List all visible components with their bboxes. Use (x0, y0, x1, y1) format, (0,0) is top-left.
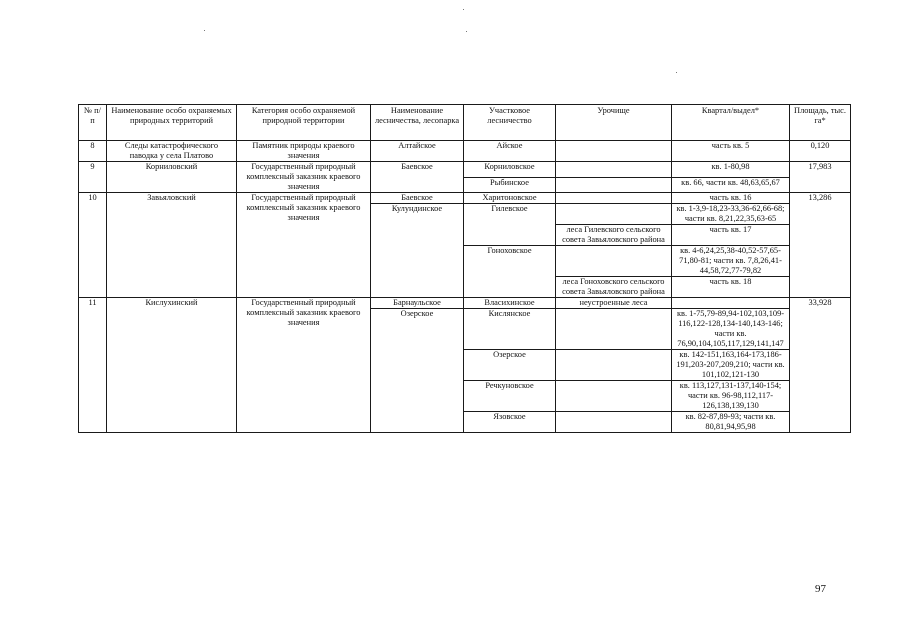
quarters: кв. 82-87,89-93; части кв. 80,81,94,95,98 (672, 412, 790, 433)
area-name: Завьяловский (107, 193, 237, 298)
area-category: Государственный природный комплексный заказник краевого значения (237, 162, 371, 193)
district-name: Рыбинское (464, 177, 556, 193)
quarters: кв. 142-151,163,164-173,186-191,203-207,209,210; части кв. 101,102,121-130 (672, 350, 790, 381)
area-size: 17,983 (790, 162, 851, 193)
forestry-name: Алтайское (371, 141, 464, 162)
district-name: Речкуновское (464, 381, 556, 412)
tract-name: леса Гоноховского сельского совета Завьяловского района (556, 277, 672, 298)
district-name: Гоноховское (464, 246, 556, 298)
quarters: кв. 4-6,24,25,38-40,52-57,65-71,80-81; части кв. 7,8,26,41-44,58,72,77-79,82 (672, 246, 790, 277)
header-area-size: Площадь, тыс. га* (790, 105, 851, 141)
tract-name (556, 412, 672, 433)
district-name: Корниловское (464, 162, 556, 178)
header-tract: Урочище (556, 105, 672, 141)
quarters: часть кв. 17 (672, 225, 790, 246)
tract-name (556, 162, 672, 178)
quarters: часть кв. 5 (672, 141, 790, 162)
table-row (79, 141, 851, 162)
area-name: Следы катастрофического паводка у села Платово (107, 141, 237, 162)
district-name: Гилевское (464, 204, 556, 246)
header-district-forestry: Участковое лесничество (464, 105, 556, 141)
tract-name (556, 381, 672, 412)
row-number: 8 (79, 141, 107, 162)
scan-speck (676, 72, 677, 73)
area-name: Кислухинский (107, 298, 237, 433)
forestry-name: Озерское (371, 309, 464, 433)
page-number: 97 (815, 583, 826, 595)
forestry-name: Кулундинское (371, 204, 464, 298)
area-name: Корниловский (107, 162, 237, 193)
row-number: 10 (79, 193, 107, 298)
table-row (79, 298, 851, 309)
tract-name (556, 193, 672, 204)
scan-speck (466, 31, 467, 32)
quarters: часть кв. 16 (672, 193, 790, 204)
tract-name (556, 141, 672, 162)
table-row (79, 162, 851, 178)
area-size: 33,928 (790, 298, 851, 433)
forestry-name: Баевское (371, 193, 464, 204)
quarters: кв. 113,127,131-137,140-154; части кв. 96-98,112,117-126,138,139,130 (672, 381, 790, 412)
quarters: кв. 1-3,9-18,23-33,36-62,66-68; части кв. 8,21,22,35,63-65 (672, 204, 790, 225)
tract-name (556, 246, 672, 277)
scan-speck (204, 30, 205, 31)
tract-name (556, 350, 672, 381)
area-category: Государственный природный комплексный заказник краевого значения (237, 193, 371, 298)
tract-name (556, 204, 672, 225)
area-size: 13,286 (790, 193, 851, 298)
forestry-name: Баевское (371, 162, 464, 193)
header-forestry: Наименование лесничества, лесопарка (371, 105, 464, 141)
district-name: Кислянское (464, 309, 556, 350)
district-name: Айское (464, 141, 556, 162)
quarters: кв. 66, части кв. 48,63,65,67 (672, 177, 790, 193)
area-category: Памятник природы краевого значения (237, 141, 371, 162)
district-name: Озерское (464, 350, 556, 381)
row-number: 11 (79, 298, 107, 433)
tract-name: неустроенные леса (556, 298, 672, 309)
tract-name (556, 309, 672, 350)
quarters (672, 298, 790, 309)
tract-name: леса Гилевского сельского совета Завьяловского района (556, 225, 672, 246)
protected-areas-table (78, 104, 851, 433)
header-row (79, 105, 851, 141)
header-area-name: Наименование особо охраняемых природных территорий (107, 105, 237, 141)
tract-name (556, 177, 672, 193)
scan-speck (463, 9, 464, 10)
district-name: Харитоновское (464, 193, 556, 204)
quarters: кв. 1-75,79-89,94-102,103,109-116,122-128,134-140,143-146; части кв. 76,90,104,105,117,129,141,147 (672, 309, 790, 350)
quarters: кв. 1-80,98 (672, 162, 790, 178)
quarters: часть кв. 18 (672, 277, 790, 298)
row-number: 9 (79, 162, 107, 193)
header-number: № п/п (79, 105, 107, 141)
forestry-name: Барнаульское (371, 298, 464, 309)
district-name: Язовское (464, 412, 556, 433)
area-size: 0,120 (790, 141, 851, 162)
table-row (79, 193, 851, 204)
district-name: Власихинское (464, 298, 556, 309)
header-category: Категория особо охраняемой природной территории (237, 105, 371, 141)
header-quarter: Квартал/выдел* (672, 105, 790, 141)
area-category: Государственный природный комплексный заказник краевого значения (237, 298, 371, 433)
